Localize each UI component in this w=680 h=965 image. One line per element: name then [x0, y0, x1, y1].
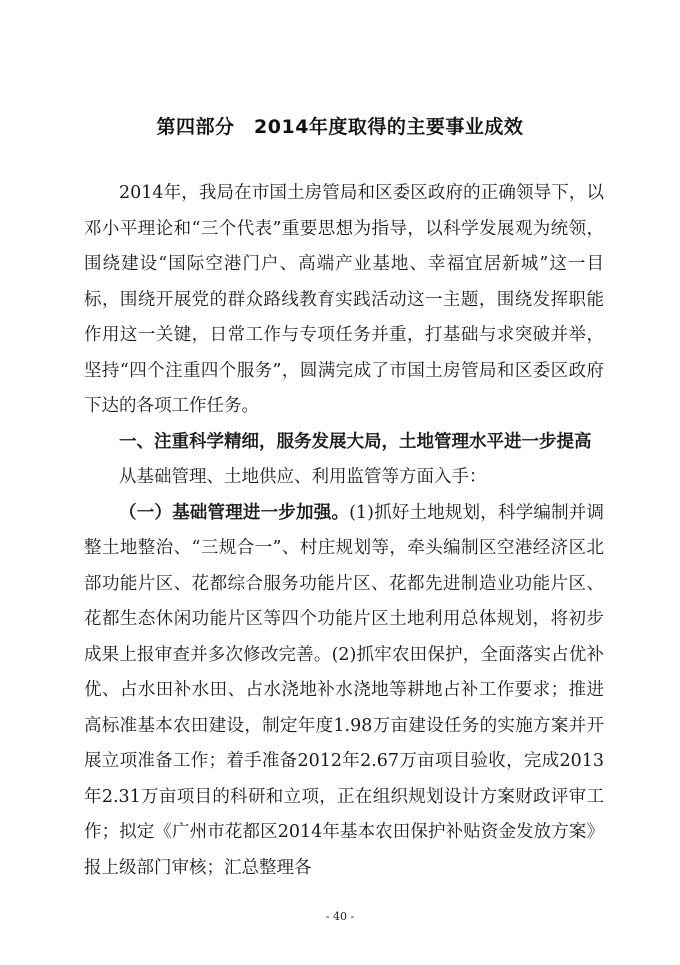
- document-body: [84, 176, 604, 886]
- subsection-text: (1)抓好土地规划，科学编制并调整土地整治、“三规合一”、村庄规划等，牵头编制区空港经济区北部功能片区、花都综合服务功能片区、花都先进制造业功能片区、花都生态休闲功能片区等四个功能片区土地利用总体规划，将初步成果上报审查并多次修改完善。(2)抓牢农田保护，全面落实占优补优、占水田补水田、占水浇地补水浇地等耕地占补工作要求；推进高标准基本农田建设，制定年度1.98万亩建设任务的实施方案并开展立项准备工作；着手准备2012年2.67万亩项目验收，完成2013年2.31万亩项目的科研和立项，正在组织规划设计方案财政评审工作；拟定《广州市花都区2014年基本农田保护补贴资金发放方案》报上级部门审核；汇总整理各: [84, 502, 604, 878]
- intro-paragraph: 2014年，我局在市国土房管局和区委区政府的正确领导下，以邓小平理论和“三个代表”重要思想为指导，以科学发展观为统领，围绕建设“国际空港门户、高端产业基地、幸福宜居新城”这一目标，围绕开展党的群众路线教育实践活动这一主题，围绕发挥职能作用这一关键，日常工作与专项任务并重，打基础与求突破并举，坚持“四个注重四个服务”，圆满完成了市国土房管局和区委区政府下达的各项工作任务。: [84, 183, 604, 416]
- subsection-heading: （一）基础管理进一步加强。: [119, 502, 350, 523]
- section-lead-paragraph: 从基础管理、土地供应、利用监管等方面入手：: [119, 467, 487, 487]
- section-heading: 一、注重科学精细，服务发展大局，土地管理水平进一步提高: [119, 431, 592, 452]
- subsection-paragraph: [84, 496, 604, 887]
- page-number: - 40 -: [325, 910, 355, 923]
- page-title: 第四部分 2014年度取得的主要事业成效: [156, 116, 524, 138]
